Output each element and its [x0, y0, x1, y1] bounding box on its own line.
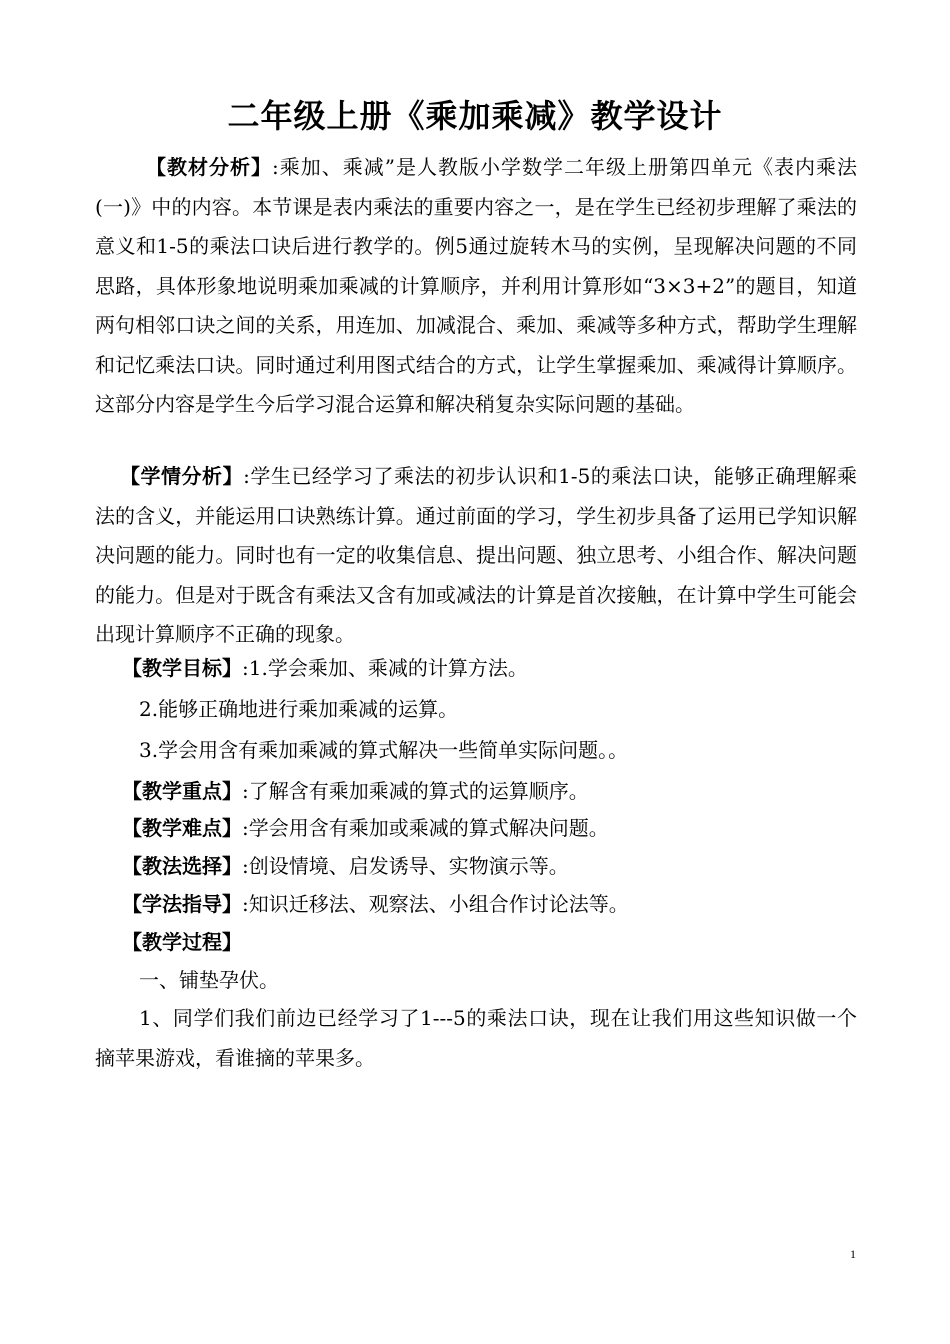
process-label: 【教学过程】	[122, 930, 242, 954]
student-analysis-label: 【学情分析】	[120, 464, 244, 488]
process-section-1: 一、铺垫孕伏。	[139, 968, 279, 992]
teaching-goal-1: :1.学会乘加、乘减的计算方法。	[242, 656, 528, 680]
textbook-analysis-text: :乘加、乘减”是人教版小学数学二年级上册第四单元《表内乘法(一)》中的内容。本节课是表内乘法的重要内容之一，是在学生已经初步理解了乘法的意义和1-5的乘法口诀后进行教学的。例5通过旋转木马的实例，呈现解决问题的不同思路，具体形象地说明乘加乘减的计算顺序，并利用计算形如“3×3+2”的题目，知道两句相邻口诀之间的关系，用连加、加减混合、乘加、乘减等多种方式，帮助学生理解和记忆乘法口诀。同时通过利用图式结合的方式，让学生掌握乘加、乘减得计算顺序。这部分内容是学生今后学习混合运算和解决稍复杂实际问题的基础。	[95, 155, 858, 416]
document-title: 二年级上册《乘加乘减》教学设计	[227, 97, 723, 135]
learning-guide-label: 【学法指导】	[122, 892, 242, 916]
process-step-1: 1、同学们我们前边已经学习了1---5的乘法口诀，现在让我们用这些知识做一个摘苹果游戏，看谁摘的苹果多。	[95, 1006, 857, 1070]
key-points-line	[95, 772, 884, 812]
difficulties-label: 【教学难点】	[122, 816, 242, 840]
methods-label: 【教法选择】	[122, 854, 242, 878]
student-analysis-text: :学生已经学习了乘法的初步认识和1-5的乘法口诀，能够正确理解乘法的含义，并能运用口诀熟练计算。通过前面的学习，学生初步具备了运用已学知识解决问题的能力。同时也有一定的收集信息、提出问题、独立思考、小组合作、解决问题的能力。但是对于既含有乘法又含有加或减法的计算是首次接触，在计算中学生可能会出现计算顺序不正确的现象。	[95, 464, 857, 646]
page-number: 1	[850, 1247, 856, 1261]
key-points-text: :了解含有乘加乘减的算式的运算顺序。	[242, 779, 589, 803]
process-heading	[95, 923, 884, 963]
methods-line	[95, 847, 884, 887]
key-points-label: 【教学重点】	[122, 779, 242, 803]
teaching-goals-line	[95, 649, 884, 689]
student-analysis-paragraph	[95, 457, 857, 655]
teaching-goals-label: 【教学目标】	[122, 656, 242, 680]
textbook-analysis-label: 【教材分析】	[146, 155, 273, 179]
difficulties-line	[95, 809, 884, 849]
teaching-goal-3: 3.学会用含有乘加乘减的算式解决一些简单实际问题。。	[139, 738, 629, 762]
difficulties-text: :学会用含有乘加或乘减的算式解决问题。	[242, 816, 609, 840]
learning-guide-line	[95, 885, 884, 925]
teaching-goal-2: 2.能够正确地进行乘加乘减的运算。	[139, 697, 459, 721]
methods-text: :创设情境、启发诱导、实物演示等。	[242, 854, 569, 878]
learning-guide-text: :知识迁移法、观察法、小组合作讨论法等。	[242, 892, 629, 916]
textbook-analysis-paragraph	[95, 148, 857, 425]
